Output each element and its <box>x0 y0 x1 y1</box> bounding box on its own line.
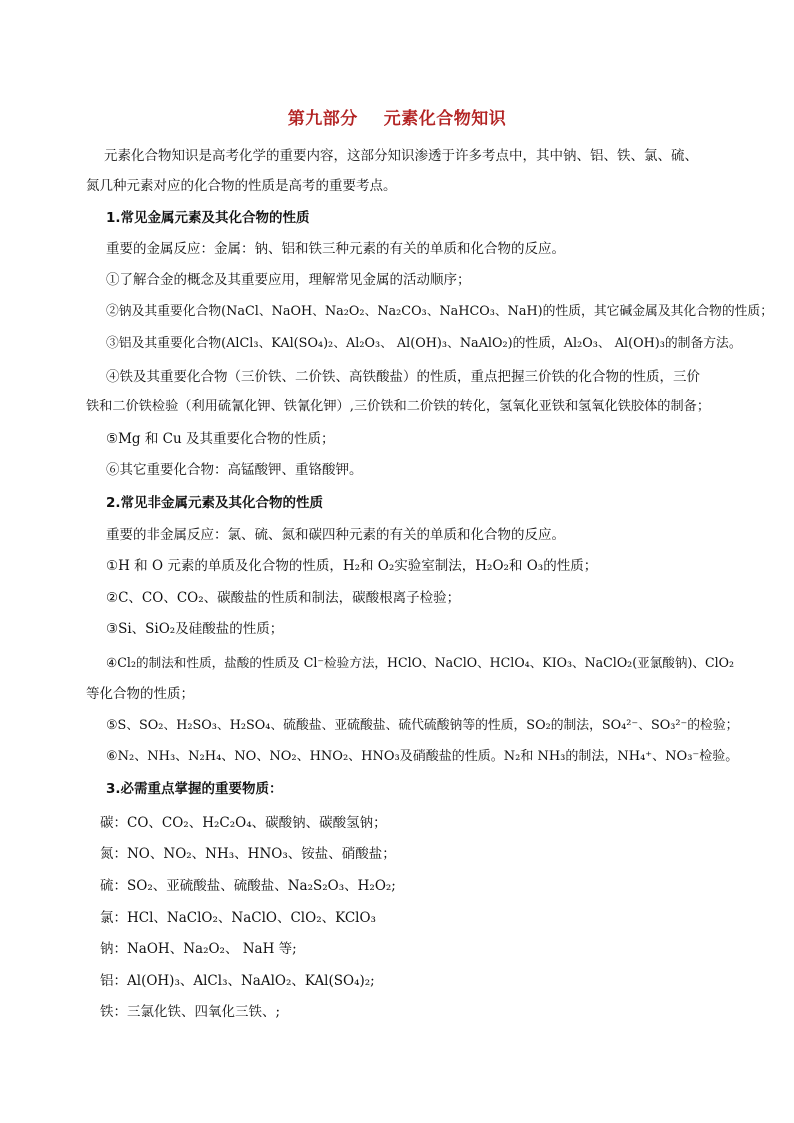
paragraph-line: 重要的非金属反应：氯、硫、氮和碳四种元素的有关的单质和化合物的反应。 <box>106 527 565 543</box>
title-part: 第九部分 <box>287 109 358 129</box>
paragraph-line: ⑤S、SO₂、H₂SO₃、H₂SO₄、硫酸盐、亚硫酸盐、硫代硫酸钠等的性质，SO₂的制法，SO₄²⁻、SO₃²⁻的检验； <box>106 718 739 733</box>
title-name: 元素化合物知识 <box>383 109 507 129</box>
substance-line: 铝：Al(OH)₃、AlCl₃、NaAlO₂、KAl(SO₄)₂; <box>100 973 375 989</box>
paragraph-line: ①了解合金的概念及其重要应用，理解常见金属的活动顺序； <box>106 272 471 288</box>
paragraph-line: 铁和二价铁检验（利用硫氰化钾、铁氰化钾）,三价铁和二价铁的转化，氢氧化亚铁和氢氧化铁胶体的制备； <box>86 399 711 414</box>
paragraph-line: 等化合物的性质； <box>86 686 194 702</box>
substance-line: 氯：HCl、NaClO₂、NaClO、ClO₂、KClO₃ <box>100 910 376 926</box>
paragraph-line: ⑤Mg 和 Cu 及其重要化合物的性质； <box>106 431 335 447</box>
paragraph-line: ②C、CO、CO₂、碳酸盐的性质和制法，碳酸根离子检验； <box>106 590 461 606</box>
substance-line: 硫：SO₂、亚硫酸盐、硫酸盐、Na₂S₂O₃、H₂O₂; <box>100 878 396 894</box>
substance-line: 碳：CO、CO₂、H₂C₂O₄、碳酸钠、碳酸氢钠； <box>100 815 387 831</box>
substance-line: 铁：三氯化铁、四氧化三铁、; <box>100 1004 281 1020</box>
paragraph-line: ⑥其它重要化合物：高锰酸钾、重铬酸钾。 <box>106 462 363 478</box>
intro-line: 元素化合物知识是高考化学的重要内容，这部分知识渗透于许多考点中，其中钠、铝、铁、氯、硫、 <box>104 148 698 164</box>
substance-line: 钠：NaOH、Na₂O₂、 NaH 等; <box>100 941 297 957</box>
paragraph-line: ③铝及其重要化合物(AlCl₃、KAl(SO₄)₂、Al₂O₃、 Al(OH)₃、NaAlO₂)的性质，Al₂O₃、 Al(OH)₃的制备方法。 <box>106 336 742 351</box>
intro-line: 氮几种元素对应的化合物的性质是高考的重要考点。 <box>86 178 397 194</box>
section-heading: 2.常见非金属元素及其化合物的性质 <box>106 495 324 511</box>
paragraph-line: ①H 和 O 元素的单质及化合物的性质，H₂和 O₂实验室制法，H₂O₂和 O₃的性质； <box>106 558 598 574</box>
paragraph-line: ③Si、SiO₂及硅酸盐的性质； <box>106 621 284 637</box>
paragraph-line: ⑥N₂、NH₃、N₂H₄、NO、NO₂、HNO₂、HNO₃及硝酸盐的性质。N₂和 NH₃的制法，NH₄⁺、NO₃⁻检验。 <box>106 749 739 764</box>
page-title <box>0 104 794 129</box>
section-heading: 1.常见金属元素及其化合物的性质 <box>106 210 310 226</box>
paragraph-line: ④铁及其重要化合物（三价铁、二价铁、高铁酸盐）的性质，重点把握三价铁的化合物的性质，三价 <box>106 369 700 385</box>
paragraph-line: ②钠及其重要化合物(NaCl、NaOH、Na₂O₂、Na₂CO₃、NaHCO₃、NaH)的性质，其它碱金属及其化合物的性质； <box>106 304 774 319</box>
paragraph-line: ④Cl₂的制法和性质，盐酸的性质及 Cl⁻检验方法，HClO、NaClO、HClO₄、KIO₃、NaClO₂(亚氯酸钠)、ClO₂ <box>106 655 735 670</box>
substance-line: 氮：NO、NO₂、NH₃、HNO₃、铵盐、硝酸盐； <box>100 846 396 862</box>
section-heading: 3.必需重点掌握的重要物质： <box>106 781 283 797</box>
paragraph-line: 重要的金属反应：金属：钠、铝和铁三种元素的有关的单质和化合物的反应。 <box>106 241 565 257</box>
